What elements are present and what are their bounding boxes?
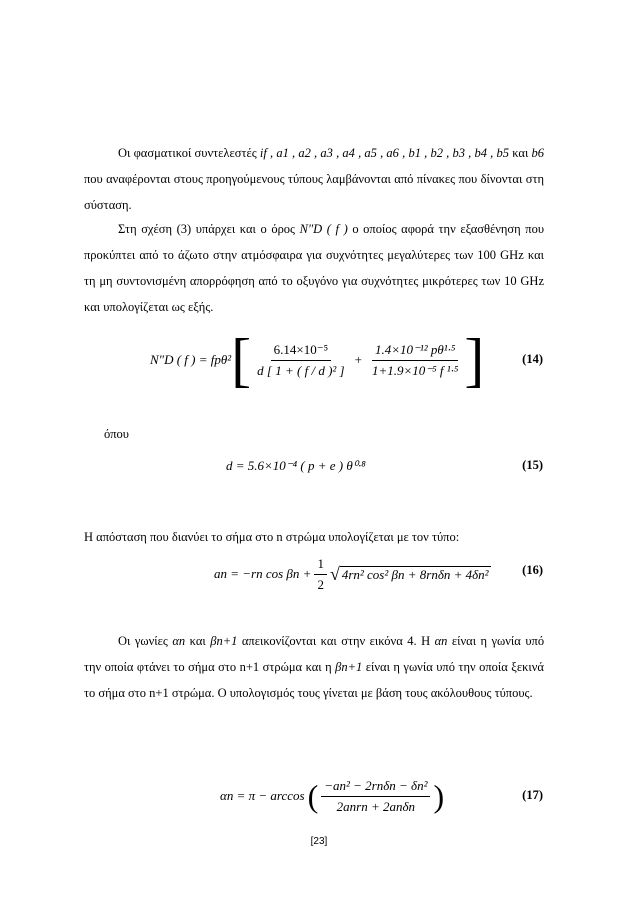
equation-number-16: (16) (522, 563, 543, 577)
paragraph-coefficients: Οι φασματικοί συντελεστές if , a1 , a2 , a3 , a4 , a5 , a6 , b1 , b2 , b3 , b4 , b5 και b6 που αναφέρονται στους προηγούμενους τύπους λαμβάνονται από πίνακες που δίνονται στη σύσταση. (84, 146, 545, 212)
fraction-1: $\frac{\text{6.14×10⁻⁵}}{\text{d [ 1 + ( f / d )² ]}}$ (257, 341, 345, 378)
term-nd: N″D ( f ) (299, 222, 348, 236)
paragraph-nitrogen-term: Στη σχέση (3) υπάρχει και ο όρος N″D ( f ) ο οποίος αφορά την εξασθένηση που προκύπτει από το άζωτο στην ατμόσφαιρα για συχνότητες μεγαλύτερες των 100 GHz και τη μη συντονισμένη απορρόφηση από το οξυγόνο για συχνότητες μικρότερες των 10 GHz και υπολογίζεται ως εξής. (84, 222, 545, 314)
paragraph-distance: Η απόσταση που διανύει το σήμα στο n στρώμα υπολογίζεται με τον τύπο: (84, 530, 460, 544)
equation-17: αn = π − arccos ( $\frac{\text{−an² − 2rnδn − δn²}}{\text{2anrn + 2anδn}}$ ) (220, 777, 445, 814)
equation-number-14: (14) (522, 352, 543, 366)
opou-label: όπου (104, 427, 129, 441)
paragraph-angles: Οι γωνίες αn και βn+1 απεικονίζονται και στην εικόνα 4. Η αn είναι η γωνία υπό την οποία φτάνει το σήμα στο n+1 στρώμα και η βn+1 είναι η γωνία υπό την οποία ξεκινά το σήμα στο n+1 στρώμα. Ο υπολογισμός τους γίνεται με βάση τους ακόλουθους τύπους. (84, 634, 545, 700)
equation-16: an = −rn cos βn + $\frac{1}{2}$ √ 4rn² cos² βn + 8rnδn + 4δn² (214, 555, 489, 592)
equation-number-17: (17) (522, 788, 543, 802)
equation-15: d = 5.6×10⁻⁴ ( p + e ) θ⁰·⁸ (226, 458, 366, 473)
page-number: [23] (310, 836, 328, 847)
coefficient-list: if , a1 , a2 , a3 , a4 , a5 , a6 , b1 , b2 , b3 , b4 , b5 (259, 146, 510, 160)
square-root: 4rn² cos² βn + 8rnδn + 4δn² (341, 566, 489, 582)
equation-14: N″D ( f ) = fpθ² [ $\frac{\text{6.14×10⁻⁵}}{\text{d [ 1 + ( f / d )² ]}}$ + $\frac{\text{1.4×10⁻¹² pθ¹·⁵}}{\text{1+1.9×10⁻⁵ f ¹·⁵}}$ ] (150, 327, 485, 393)
fraction-2: $\frac{\text{1.4×10⁻¹² pθ¹·⁵}}{\text{1+1.9×10⁻⁵ f ¹·⁵}}$ (371, 341, 459, 378)
equation-number-15: (15) (522, 458, 543, 472)
